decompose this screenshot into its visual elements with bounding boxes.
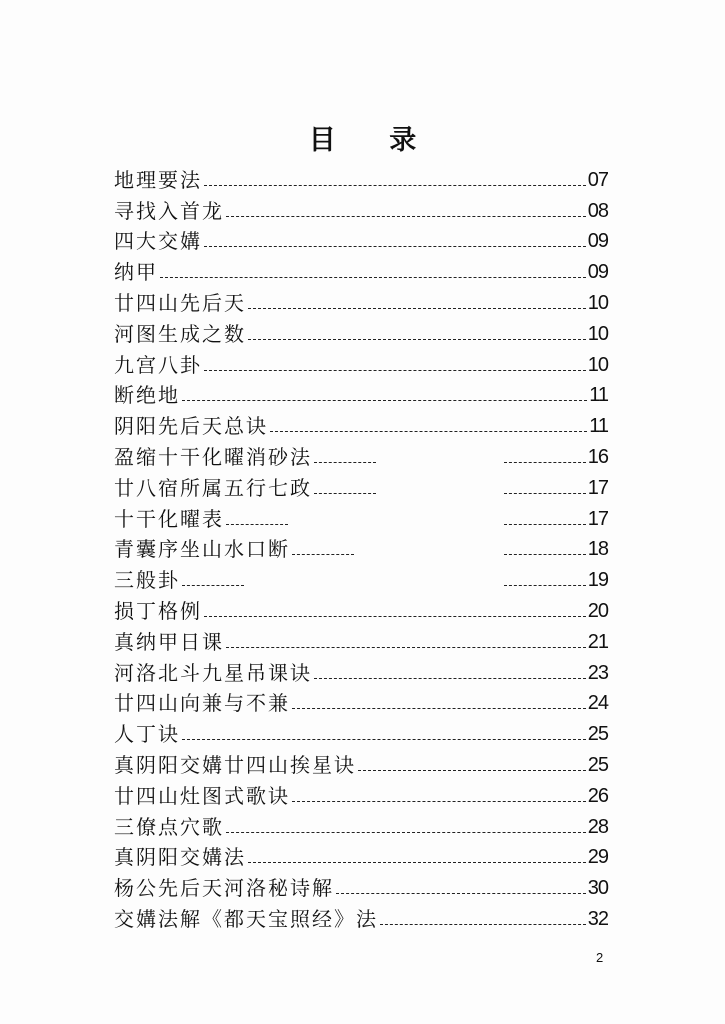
toc-leader-dashes	[270, 431, 587, 432]
toc-entry-label: 阴阳先后天总诀	[114, 414, 268, 439]
toc-entry-label: 廿四山向兼与不兼	[114, 691, 290, 716]
toc-entry	[114, 439, 608, 470]
toc-entry-page: 20	[587, 599, 608, 622]
toc-leader-dashes	[292, 801, 586, 802]
toc-entry	[114, 624, 608, 655]
toc-entry-page: 09	[587, 230, 608, 253]
toc-leader-dashes	[314, 493, 586, 494]
toc-entry	[114, 901, 608, 932]
toc-leader-dashes	[314, 678, 586, 679]
toc-entry-page: 29	[587, 846, 608, 869]
table-of-contents	[114, 162, 608, 932]
toc-leader-dashes	[292, 554, 586, 555]
toc-entry	[114, 378, 608, 409]
toc-entry	[114, 224, 608, 255]
toc-leader-dashes	[226, 524, 586, 525]
toc-leader-dashes	[226, 647, 586, 648]
toc-entry-page: 17	[587, 476, 608, 499]
toc-entry-page: 10	[587, 291, 608, 314]
toc-leader-dashes	[204, 246, 586, 247]
toc-entry	[114, 532, 608, 563]
toc-entry-label: 廿四山灶图式歌诀	[114, 783, 290, 808]
toc-entry-page: 25	[587, 723, 608, 746]
toc-leader-dashes	[292, 708, 586, 709]
toc-entry-page: 11	[589, 415, 608, 438]
toc-entry	[114, 840, 608, 871]
toc-entry-page: 16	[587, 445, 608, 468]
toc-entry	[114, 501, 608, 532]
toc-entry	[114, 593, 608, 624]
toc-entry-label: 三般卦	[114, 568, 180, 593]
toc-entry	[114, 716, 608, 747]
toc-entry-page: 17	[587, 507, 608, 530]
toc-leader-dashes	[160, 277, 586, 278]
page-title: 目 录	[308, 125, 439, 156]
toc-entry-label: 青囊序坐山水口断	[114, 537, 290, 562]
toc-entry	[114, 193, 608, 224]
toc-leader-dashes	[314, 462, 586, 463]
toc-entry-page: 30	[587, 877, 608, 900]
toc-entry-label: 廿八宿所属五行七政	[114, 475, 312, 500]
toc-entry	[114, 285, 608, 316]
toc-entry-label: 损丁格例	[114, 598, 202, 623]
toc-entry-label: 断绝地	[114, 383, 180, 408]
toc-entry-label: 真阴阳交媾廿四山挨星诀	[114, 752, 356, 777]
toc-leader-dashes	[204, 616, 586, 617]
toc-entry-page: 19	[587, 569, 608, 592]
toc-entry-label: 寻找入首龙	[114, 198, 224, 223]
toc-leader-dashes	[248, 308, 586, 309]
toc-leader-dashes	[182, 400, 587, 401]
toc-leader-dashes	[182, 585, 586, 586]
toc-entry	[114, 870, 608, 901]
toc-entry-page: 10	[587, 353, 608, 376]
toc-entry-page: 25	[587, 753, 608, 776]
toc-entry	[114, 809, 608, 840]
toc-entry-page: 23	[587, 661, 608, 684]
toc-entry	[114, 686, 608, 717]
toc-entry-page: 24	[587, 692, 608, 715]
toc-leader-dashes	[380, 924, 586, 925]
toc-entry	[114, 470, 608, 501]
toc-entry	[114, 347, 608, 378]
toc-entry	[114, 747, 608, 778]
toc-entry-label: 十干化曜表	[114, 506, 224, 531]
toc-entry-label: 交媾法解《都天宝照经》法	[114, 906, 378, 931]
toc-entry-page: 18	[587, 538, 608, 561]
toc-entry	[114, 316, 608, 347]
toc-entry-label: 四大交媾	[114, 229, 202, 254]
toc-entry-label: 真阴阳交媾法	[114, 845, 246, 870]
toc-entry-label: 真纳甲日课	[114, 629, 224, 654]
toc-leader-dashes	[182, 739, 586, 740]
toc-entry-page: 21	[587, 630, 608, 653]
toc-entry-page: 32	[587, 907, 608, 930]
toc-entry-page: 09	[587, 261, 608, 284]
toc-entry-label: 纳甲	[114, 260, 158, 285]
toc-entry-page: 10	[587, 322, 608, 345]
toc-entry	[114, 254, 608, 285]
toc-entry-label: 盈缩十干化曜消砂法	[114, 444, 312, 469]
toc-leader-dashes	[204, 185, 586, 186]
toc-entry	[114, 162, 608, 193]
toc-leader-dashes	[226, 216, 586, 217]
toc-leader-dashes	[248, 862, 586, 863]
toc-entry	[114, 562, 608, 593]
toc-leader-dashes	[336, 893, 586, 894]
toc-entry	[114, 655, 608, 686]
toc-leader-dashes	[226, 832, 586, 833]
toc-entry-page: 28	[587, 815, 608, 838]
toc-entry-page: 07	[587, 168, 608, 191]
toc-entry-label: 九宫八卦	[114, 352, 202, 377]
toc-entry-label: 人丁诀	[114, 722, 180, 747]
toc-entry-page: 26	[587, 784, 608, 807]
toc-entry	[114, 778, 608, 809]
toc-entry-label: 河洛北斗九星吊课诀	[114, 660, 312, 685]
page-number: 2	[596, 950, 604, 965]
toc-entry-label: 三僚点穴歌	[114, 814, 224, 839]
toc-entry-page: 08	[587, 199, 608, 222]
toc-entry-label: 廿四山先后天	[114, 290, 246, 315]
toc-entry-page: 11	[589, 384, 608, 407]
toc-entry	[114, 408, 608, 439]
toc-entry-label: 河图生成之数	[114, 321, 246, 346]
toc-leader-dashes	[358, 770, 586, 771]
toc-leader-dashes	[248, 339, 586, 340]
toc-entry-label: 杨公先后天河洛秘诗解	[114, 876, 334, 901]
toc-entry-label: 地理要法	[114, 167, 202, 192]
toc-leader-dashes	[204, 370, 586, 371]
